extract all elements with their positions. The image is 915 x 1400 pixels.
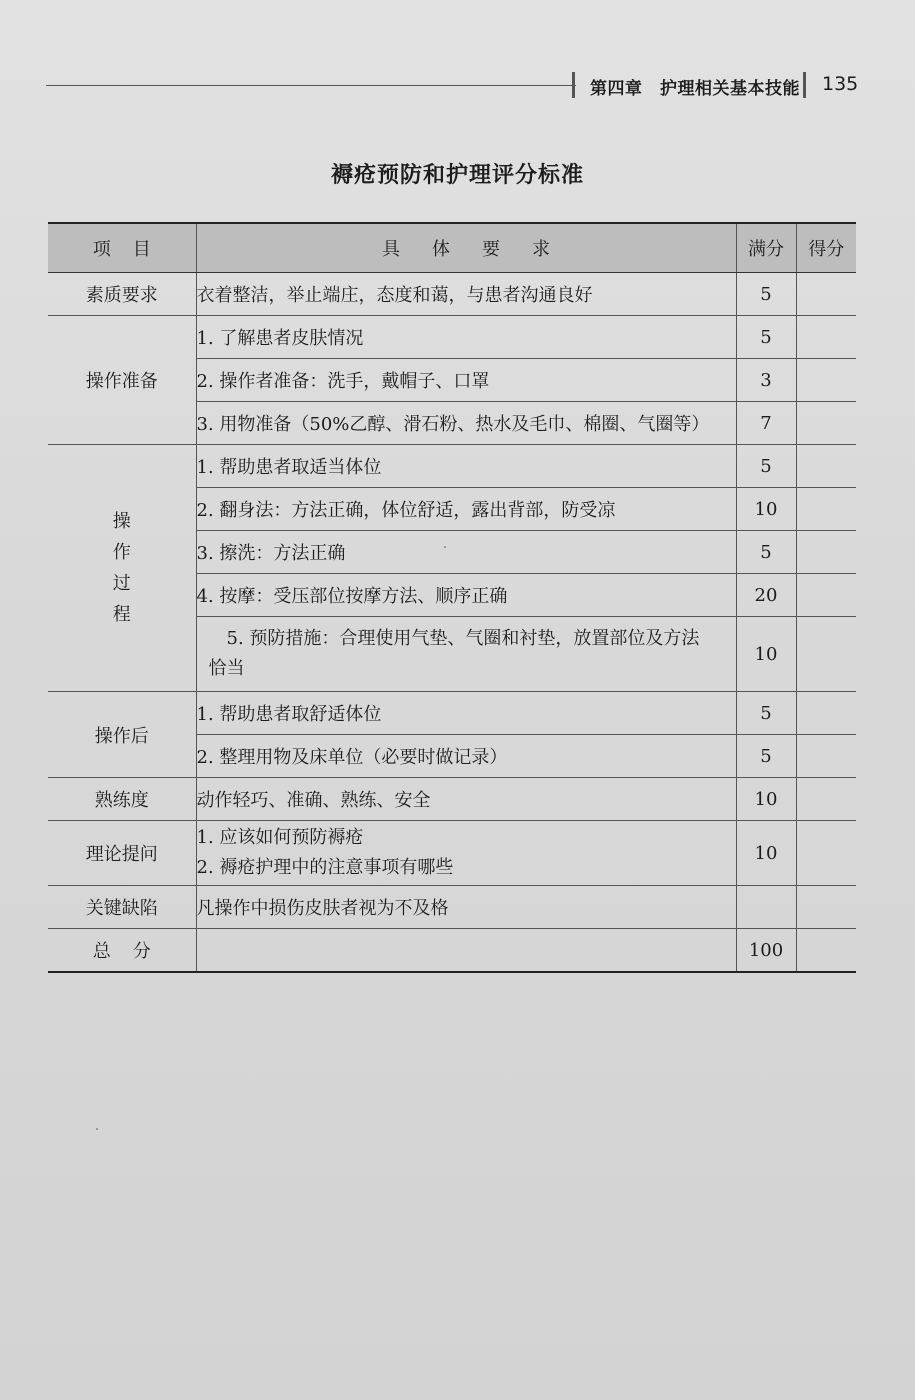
full-score-value: 5 <box>736 273 796 316</box>
category-total: 总分 <box>48 929 196 973</box>
full-score-value: 20 <box>736 574 796 617</box>
table-row <box>48 886 856 929</box>
requirement-line: 5. 预防措施：合理使用气垫、气圈和衬垫，放置部位及方法 <box>226 628 700 649</box>
category-char: 程 <box>112 604 131 625</box>
score-blank <box>796 617 856 692</box>
score-blank <box>796 445 856 488</box>
table-row <box>48 821 856 886</box>
chapter-heading: 第四章 护理相关基本技能 <box>590 79 800 99</box>
requirement-text: 3. 擦洗：方法正确 <box>196 531 736 574</box>
full-score-value: 3 <box>736 359 796 402</box>
requirement-text: 3. 用物准备（50%乙醇、滑石粉、热水及毛巾、棉圈、气圈等） <box>196 402 736 445</box>
score-blank <box>796 886 856 929</box>
category-critical-defect: 关键缺陷 <box>48 886 196 929</box>
table-row-total <box>48 929 856 973</box>
score-blank <box>796 692 856 735</box>
requirement-text: 1. 帮助患者取适当体位 <box>196 445 736 488</box>
full-score-value: 10 <box>736 488 796 531</box>
category-quality: 素质要求 <box>48 273 196 316</box>
paper-speck <box>444 546 446 548</box>
header-divider <box>803 72 806 98</box>
full-score-value: 5 <box>736 531 796 574</box>
table-row <box>48 273 856 316</box>
score-blank <box>796 316 856 359</box>
category-char: 作 <box>112 542 131 563</box>
score-blank <box>796 488 856 531</box>
requirement-text <box>196 821 736 886</box>
full-score-value: 7 <box>736 402 796 445</box>
full-score-value: 10 <box>736 821 796 886</box>
score-blank <box>796 778 856 821</box>
requirement-text: 衣着整洁，举止端庄，态度和蔼，与患者沟通良好 <box>196 273 736 316</box>
requirement-line: 1. 应该如何预防褥疮 <box>196 827 364 848</box>
category-proficiency: 熟练度 <box>48 778 196 821</box>
category-preparation: 操作准备 <box>48 316 196 445</box>
table-row <box>48 692 856 735</box>
page-title: 褥疮预防和护理评分标准 <box>330 163 584 188</box>
requirement-text: 2. 操作者准备：洗手，戴帽子、口罩 <box>196 359 736 402</box>
requirement-text: 动作轻巧、准确、熟练、安全 <box>196 778 736 821</box>
category-char: 操 <box>112 511 131 532</box>
header-rule <box>46 85 576 86</box>
requirement-text <box>196 617 736 692</box>
requirement-text: 1. 帮助患者取舒适体位 <box>196 692 736 735</box>
column-header-item: 项目 <box>48 223 196 273</box>
requirement-text: 2. 翻身法：方法正确，体位舒适，露出背部，防受凉 <box>196 488 736 531</box>
table-row <box>48 316 856 359</box>
full-score-value: 5 <box>736 316 796 359</box>
column-header-requirement: 具体要求 <box>196 223 736 273</box>
requirement-text: 凡操作中损伤皮肤者视为不及格 <box>196 886 736 929</box>
scoring-table <box>48 222 856 973</box>
full-score-value: 5 <box>736 445 796 488</box>
score-blank <box>796 821 856 886</box>
column-header-full-score: 满分 <box>736 223 796 273</box>
paper-speck <box>96 1128 98 1130</box>
score-blank <box>796 402 856 445</box>
header-divider <box>572 72 575 98</box>
category-after: 操作后 <box>48 692 196 778</box>
requirement-text: 1. 了解患者皮肤情况 <box>196 316 736 359</box>
requirement-line: 2. 褥疮护理中的注意事项有哪些 <box>196 857 454 878</box>
full-score-value: 10 <box>736 778 796 821</box>
category-process <box>48 445 196 692</box>
page-number: 135 <box>822 73 859 95</box>
table-row <box>48 778 856 821</box>
score-blank <box>796 735 856 778</box>
full-score-value: 5 <box>736 692 796 735</box>
requirement-blank <box>196 929 736 973</box>
full-score-value: 5 <box>736 735 796 778</box>
table-header-row <box>48 223 856 273</box>
total-score-value: 100 <box>736 929 796 973</box>
score-blank <box>796 273 856 316</box>
category-theory: 理论提问 <box>48 821 196 886</box>
score-blank <box>796 359 856 402</box>
full-score-value: 10 <box>736 617 796 692</box>
requirement-text: 2. 整理用物及床单位（必要时做记录） <box>196 735 736 778</box>
score-blank <box>796 929 856 973</box>
requirement-text: 4. 按摩：受压部位按摩方法、顺序正确 <box>196 574 736 617</box>
category-char: 过 <box>112 573 131 594</box>
requirement-line: 恰当 <box>208 658 245 679</box>
score-blank <box>796 531 856 574</box>
full-score-value <box>736 886 796 929</box>
column-header-score: 得分 <box>796 223 856 273</box>
table-row <box>48 445 856 488</box>
score-blank <box>796 574 856 617</box>
